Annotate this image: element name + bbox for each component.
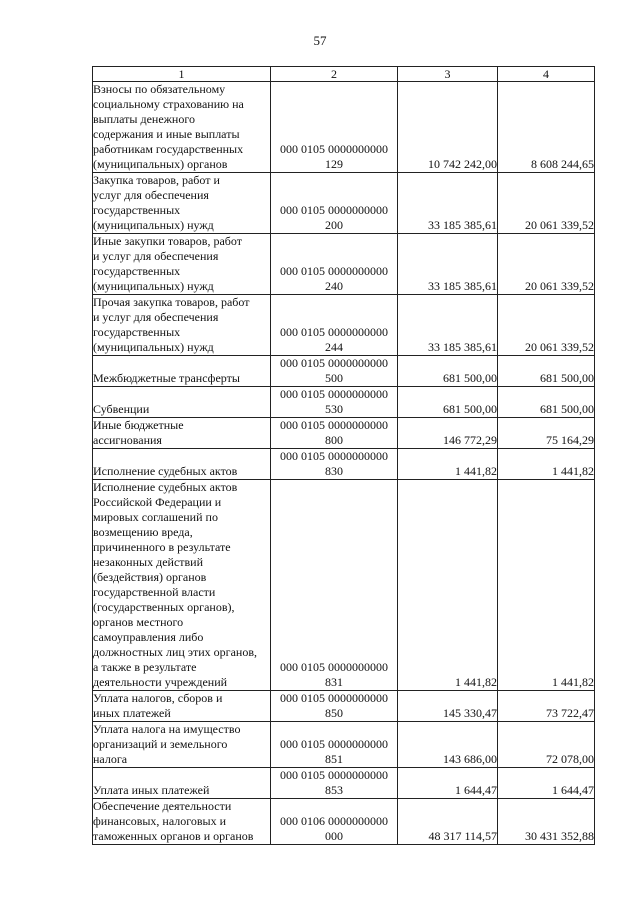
table-row (93, 82, 595, 173)
row-value-4: 75 164,29 (498, 418, 595, 449)
row-code: 000 0105 0000000000 244 (271, 295, 398, 356)
row-value-4: 30 431 352,88 (498, 799, 595, 845)
row-value-4: 20 061 339,52 (498, 295, 595, 356)
row-value-4: 72 078,00 (498, 722, 595, 768)
row-name: Иные закупки товаров, работ и услуг для обеспечения государственных (муниципальных) нужд (93, 234, 271, 295)
header-row (93, 67, 595, 82)
row-name: Закупка товаров, работ и услуг для обеспечения государственных (муниципальных) нужд (93, 173, 271, 234)
table-row (93, 691, 595, 722)
row-value-3: 145 330,47 (398, 691, 498, 722)
row-name: Межбюджетные трансферты (93, 356, 271, 387)
row-name: Уплата налогов, сборов и иных платежей (93, 691, 271, 722)
row-value-4: 1 441,82 (498, 449, 595, 480)
row-code: 000 0105 0000000000 129 (271, 82, 398, 173)
row-value-3: 1 441,82 (398, 449, 498, 480)
row-name: Исполнение судебных актов Российской Федерации и мировых соглашений по возмещению вреда, причиненного в результате незаконных действий (бездействия) органов государственной власти (государственных органов), органов местного самоуправления либо должностных лиц этих органов, а также в результате деятельности учреждений (93, 480, 271, 691)
row-name: Взносы по обязательному социальному страхованию на выплаты денежного содержания и иные выплаты работникам государственных (муниципальных) органов (93, 82, 271, 173)
row-value-3: 681 500,00 (398, 356, 498, 387)
row-value-4: 8 608 244,65 (498, 82, 595, 173)
row-name: Уплата налога на имущество организаций и земельного налога (93, 722, 271, 768)
row-code: 000 0105 0000000000 853 (271, 768, 398, 799)
row-value-4: 1 644,47 (498, 768, 595, 799)
table-row (93, 799, 595, 845)
table-row (93, 480, 595, 691)
row-value-3: 1 441,82 (398, 480, 498, 691)
row-value-4: 20 061 339,52 (498, 173, 595, 234)
col-header-1: 1 (93, 67, 271, 82)
row-value-3: 33 185 385,61 (398, 173, 498, 234)
row-name: Иные бюджетные ассигнования (93, 418, 271, 449)
table-row (93, 173, 595, 234)
row-value-3: 33 185 385,61 (398, 234, 498, 295)
row-name: Субвенции (93, 387, 271, 418)
table-row (93, 234, 595, 295)
row-code: 000 0105 0000000000 240 (271, 234, 398, 295)
row-value-3: 10 742 242,00 (398, 82, 498, 173)
row-name: Уплата иных платежей (93, 768, 271, 799)
row-code: 000 0105 0000000000 530 (271, 387, 398, 418)
row-value-4: 73 722,47 (498, 691, 595, 722)
col-header-2: 2 (271, 67, 398, 82)
table-row (93, 387, 595, 418)
row-code: 000 0105 0000000000 831 (271, 480, 398, 691)
budget-table (92, 66, 595, 845)
col-header-3: 3 (398, 67, 498, 82)
row-value-3: 146 772,29 (398, 418, 498, 449)
row-code: 000 0105 0000000000 200 (271, 173, 398, 234)
col-header-4: 4 (498, 67, 595, 82)
table-row (93, 449, 595, 480)
row-value-3: 143 686,00 (398, 722, 498, 768)
row-value-3: 681 500,00 (398, 387, 498, 418)
row-value-3: 48 317 114,57 (398, 799, 498, 845)
page-number: 57 (313, 33, 327, 48)
row-value-3: 1 644,47 (398, 768, 498, 799)
table-row (93, 418, 595, 449)
row-code: 000 0105 0000000000 850 (271, 691, 398, 722)
row-code: 000 0105 0000000000 800 (271, 418, 398, 449)
row-code: 000 0105 0000000000 830 (271, 449, 398, 480)
table-row (93, 295, 595, 356)
table-row (93, 722, 595, 768)
table-row (93, 768, 595, 799)
row-name: Исполнение судебных актов (93, 449, 271, 480)
row-value-4: 681 500,00 (498, 387, 595, 418)
row-value-4: 20 061 339,52 (498, 234, 595, 295)
table-row (93, 356, 595, 387)
row-code: 000 0105 0000000000 500 (271, 356, 398, 387)
row-value-4: 1 441,82 (498, 480, 595, 691)
row-value-4: 681 500,00 (498, 356, 595, 387)
row-name: Обеспечение деятельности финансовых, налоговых и таможенных органов и органов (93, 799, 271, 845)
row-code: 000 0106 0000000000 000 (271, 799, 398, 845)
row-value-3: 33 185 385,61 (398, 295, 498, 356)
row-name: Прочая закупка товаров, работ и услуг для обеспечения государственных (муниципальных) нужд (93, 295, 271, 356)
row-code: 000 0105 0000000000 851 (271, 722, 398, 768)
